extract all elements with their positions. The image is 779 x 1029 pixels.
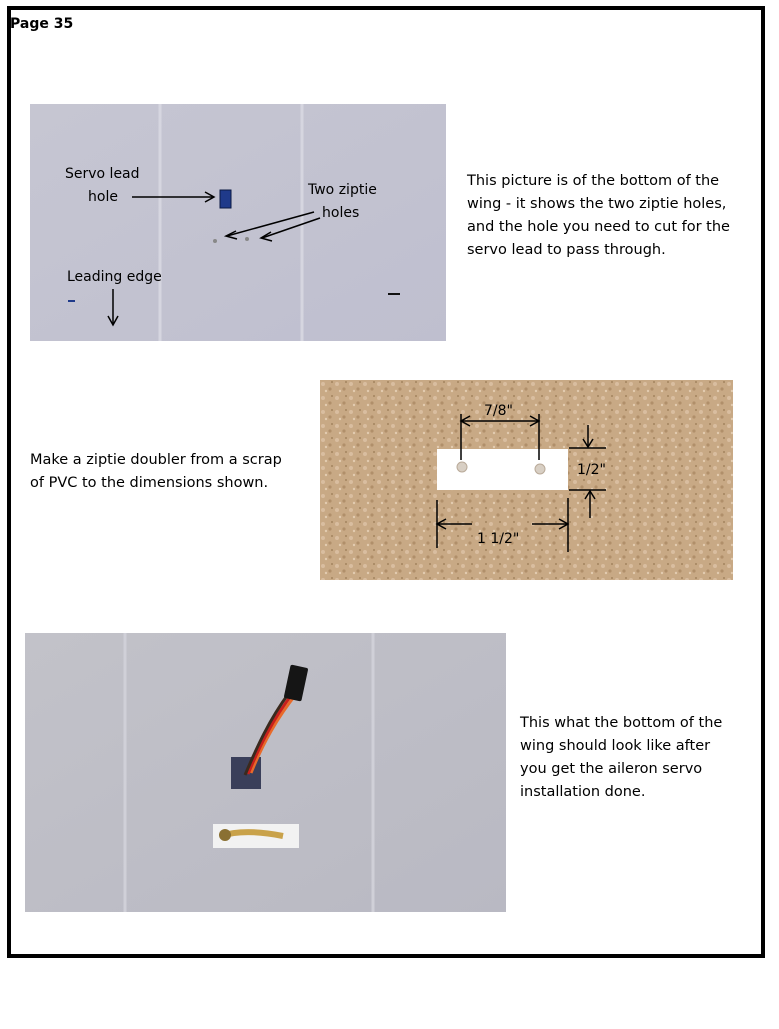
doubler-hole [457, 462, 467, 472]
edge-mark [388, 293, 400, 295]
ziptie-label-2: holes [322, 205, 360, 221]
doubler-image [320, 380, 733, 580]
servo-lead-hole [220, 190, 231, 208]
doubler-photo [320, 380, 733, 580]
servo-lead-label: Servo lead [65, 166, 140, 182]
page-number: Page 35 [10, 16, 74, 32]
wing-bottom-photo [30, 104, 446, 341]
hole-spacing-dim: 7/8" [484, 403, 513, 419]
width-dim: 1/2" [577, 462, 606, 478]
ziptie-hole [213, 239, 217, 243]
caption-top: This picture is of the bottom of the wing - it shows the two ziptie holes, and the hole you need to cut for the servo lead to pass through. [467, 173, 730, 258]
caption-middle: Make a ziptie doubler from a scrap of PVC to the dimensions shown. [30, 452, 282, 491]
installed-photo [25, 633, 506, 912]
wing-bottom-image [30, 104, 446, 341]
caption-bottom: This what the bottom of the wing should look like after you get the aileron servo installation done. [520, 715, 723, 800]
ziptie-label: Two ziptie [308, 182, 377, 198]
leading-edge-label: Leading edge [67, 269, 162, 285]
pvc-doubler [437, 449, 568, 490]
servo-lead-label-2: hole [88, 189, 118, 205]
ziptie-hole [245, 237, 249, 241]
doubler-hole [535, 464, 545, 474]
edge-mark [68, 300, 75, 302]
installed-image [25, 633, 506, 912]
length-dim: 1 1/2" [477, 531, 520, 547]
ziptie-head [219, 829, 231, 841]
